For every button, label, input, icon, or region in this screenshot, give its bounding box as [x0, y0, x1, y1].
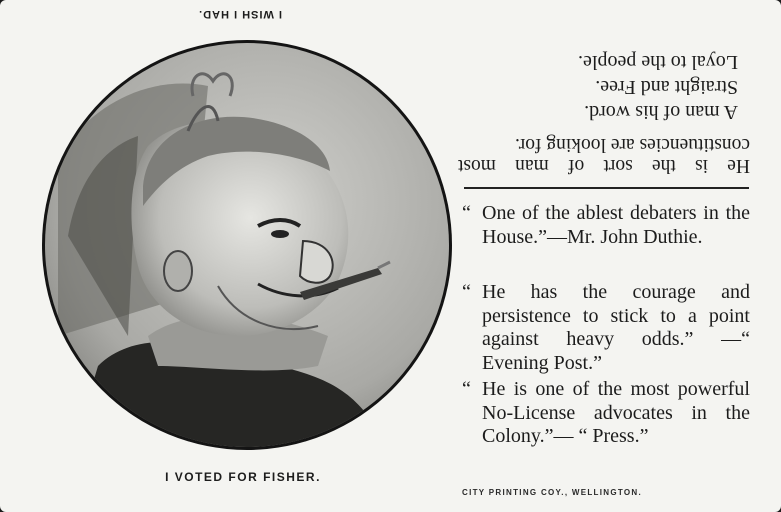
caricature-portrait: [38, 36, 456, 454]
divider-rule: [464, 187, 749, 189]
quote-evening-post: [462, 281, 750, 375]
verse-line: A man of his word.: [584, 101, 738, 123]
inverted-verse: [458, 49, 738, 124]
verse-line: Loyal to the people.: [578, 51, 738, 73]
inverted-lead-text: He is the sort of man most constituencies are looking for.: [458, 134, 750, 176]
open-quote-mark: “: [462, 378, 471, 400]
open-quote-mark: “: [462, 281, 471, 303]
quote-press: [462, 378, 750, 449]
open-quote-mark: “: [462, 202, 471, 224]
verse-line: Straight and Free.: [595, 76, 738, 98]
caption-i-wish-i-had: I WISH I HAD.: [198, 8, 282, 20]
printer-imprint: CITY PRINTING COY., WELLINGTON.: [462, 488, 643, 497]
caption-i-voted-for-fisher: I VOTED FOR FISHER.: [165, 470, 321, 484]
quote-text: He has the courage and persistence to stick to a point against heavy odds.” —“ Evening Post.”: [482, 281, 750, 374]
quote-text: He is one of the most powerful No-License advocates in the Colony.”— “ Press.”: [482, 378, 750, 447]
inverted-text-block: [458, 8, 750, 176]
quote-text: One of the ablest debaters in the House.”—Mr. John Duthie.: [482, 202, 750, 248]
quote-duthie: [462, 202, 750, 249]
